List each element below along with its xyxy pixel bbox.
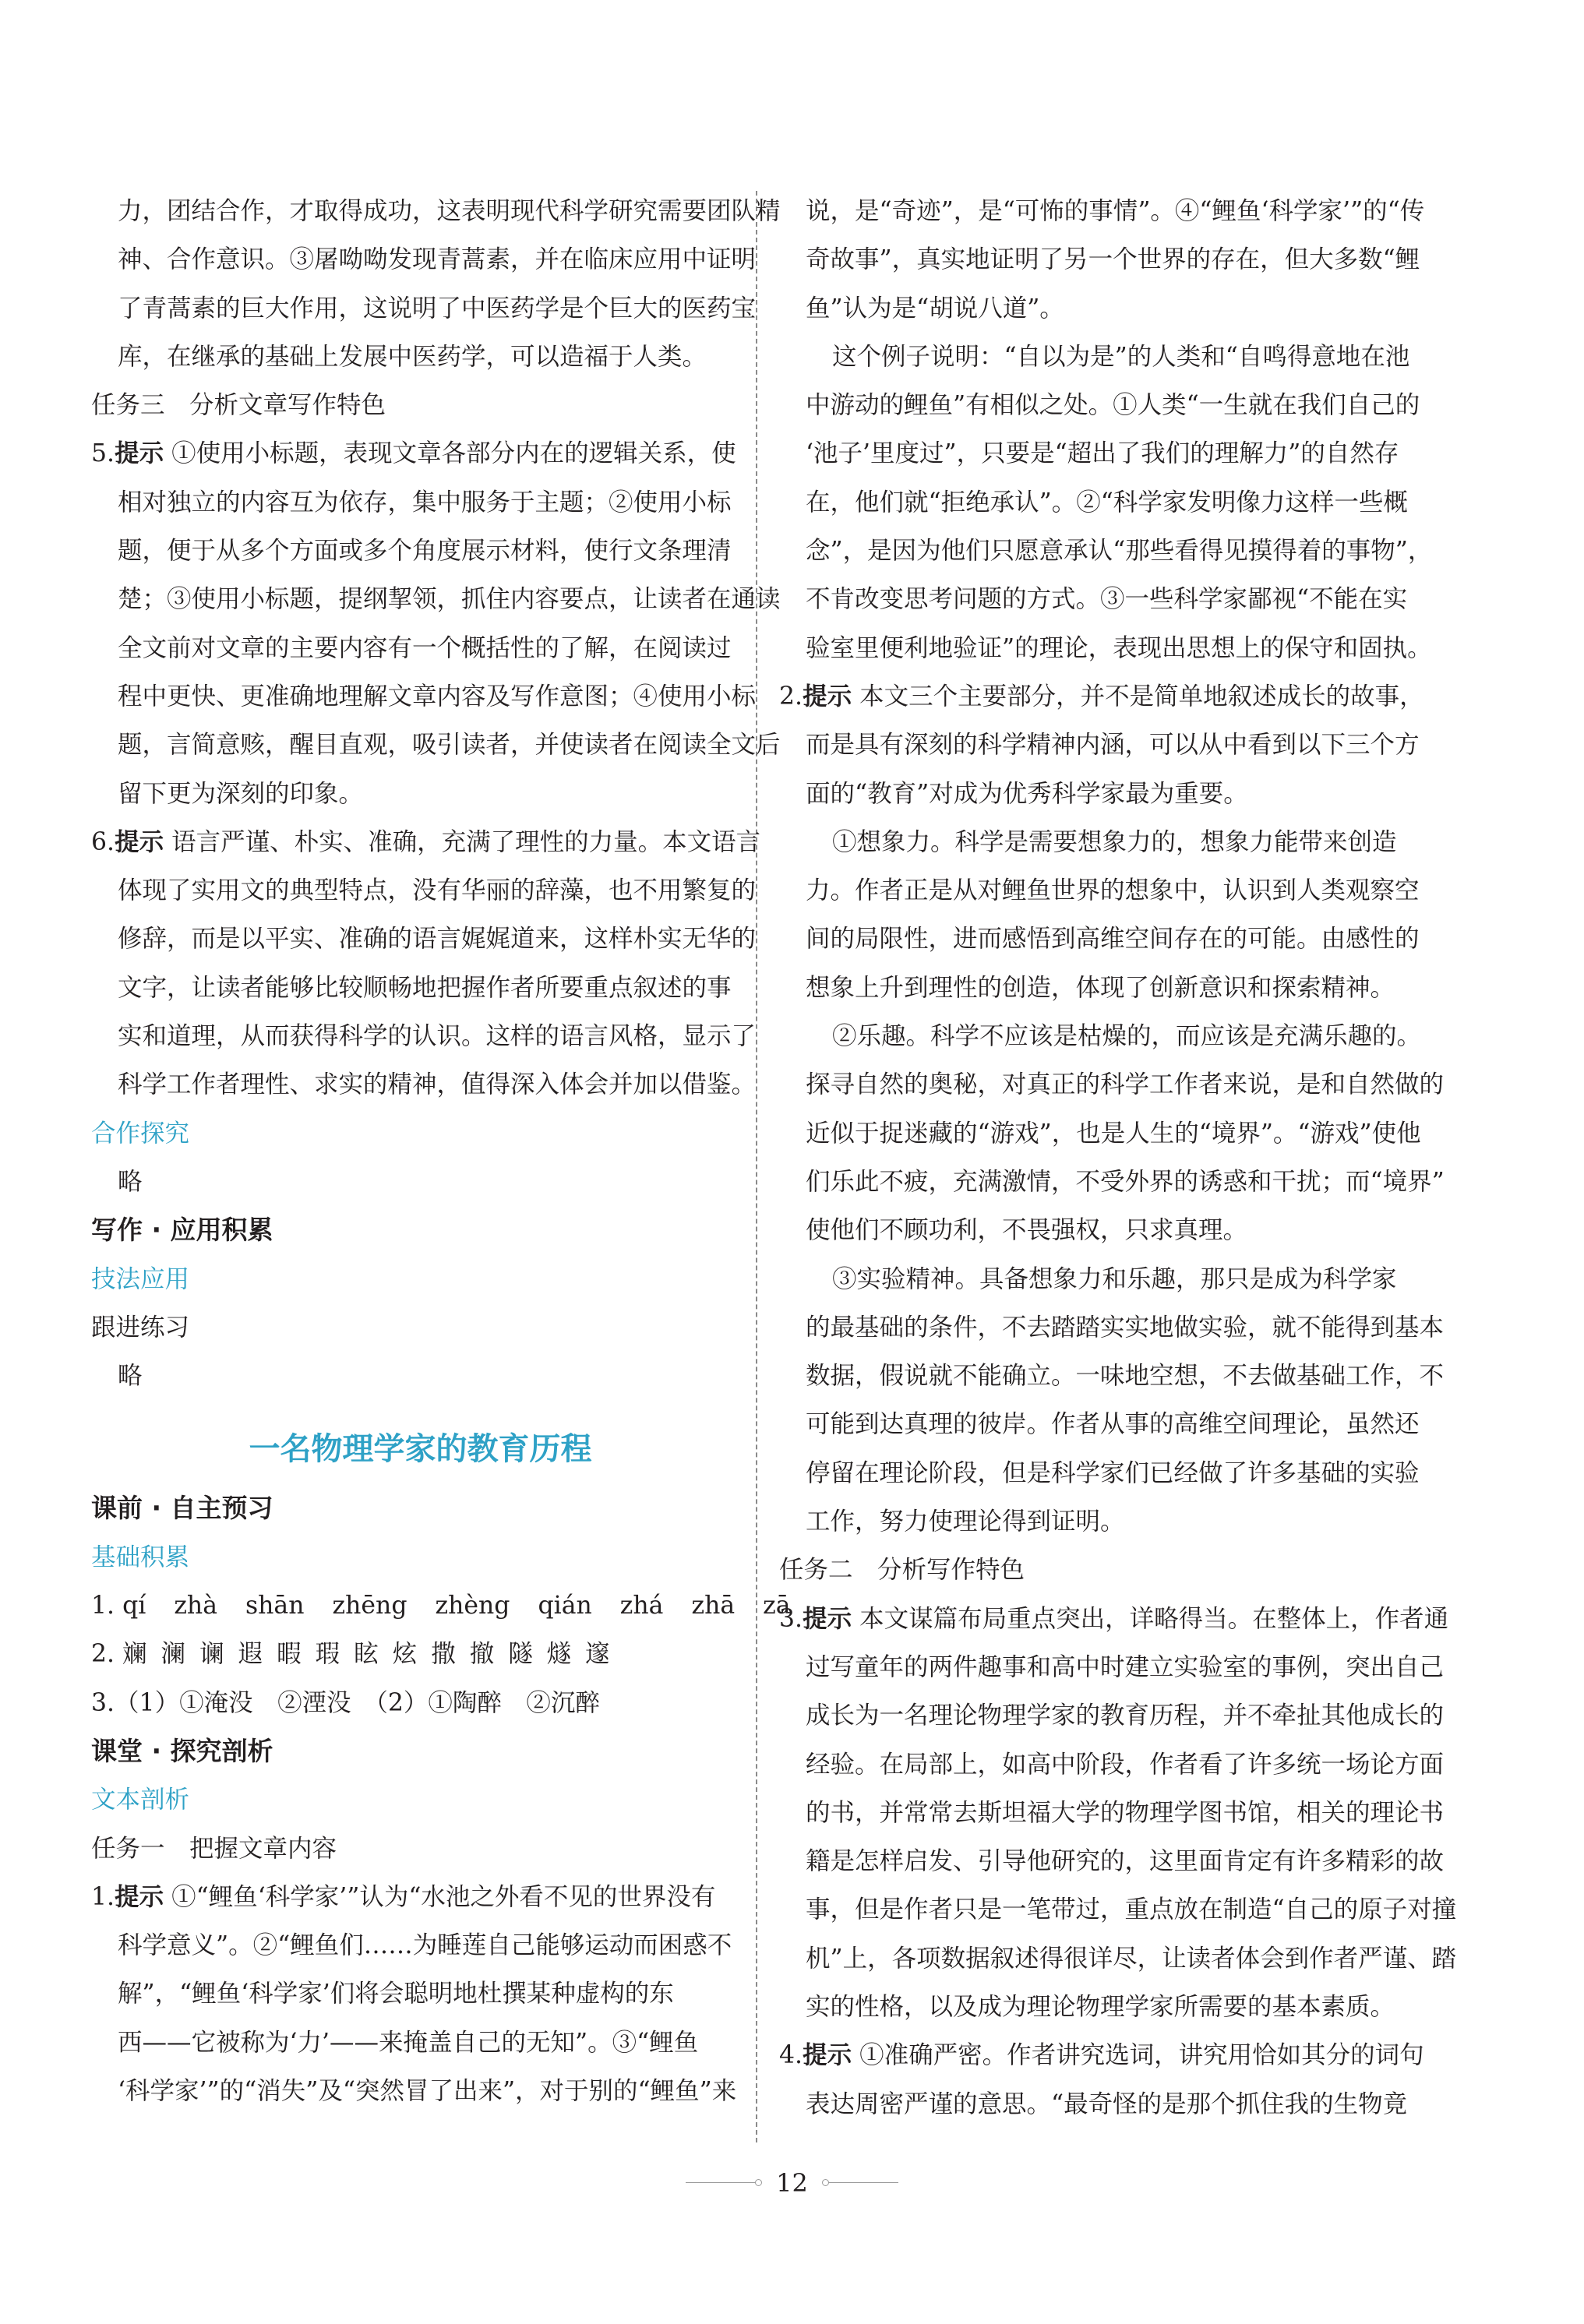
char-item: 暇 xyxy=(277,1640,302,1669)
text-line: 奇故事”，真实地证明了另一个世界的存在，但大多数“鲤 xyxy=(806,245,1420,274)
text-line: 面的“教育”对成为优秀科学家最为重要。 xyxy=(806,779,1248,808)
text-line: 本文谋篇布局重点突出，详略得当。在整体上，作者通 xyxy=(859,1604,1449,1633)
text-line: 科学意义”。②“鲤鱼们……为睡莲自己能够运动而困惑不 xyxy=(118,1931,732,1960)
text-line: 不肯改变思考问题的方式。③一些科学家鄙视“不能在实 xyxy=(806,585,1408,614)
footer-rule-left xyxy=(686,2182,757,2183)
char-item: 遐 xyxy=(238,1640,263,1669)
text-line: 验室里便利地验证”的理论，表现出思想上的保守和固执。 xyxy=(806,633,1432,662)
text-line: 解”，“鲤鱼‘科学家’们将会聪明地杜撰某种虚构的东 xyxy=(118,1980,674,2008)
practice-heading: 跟进练习 xyxy=(91,1313,190,1342)
text-line: 力，团结合作，才取得成功，这表明现代科学研究需要团队精 xyxy=(118,197,781,225)
pinyin-item: qí xyxy=(122,1592,146,1620)
text-line: 过写童年的两件趣事和高中时建立实验室的事例，突出自己 xyxy=(806,1652,1445,1681)
text-line: 间的局限性，进而感悟到高维空间存在的可能。由感性的 xyxy=(806,925,1420,954)
q6-first-line xyxy=(91,818,761,866)
q1-hint-label: 提示 xyxy=(115,1882,164,1911)
text-line: 探寻自然的奥秘，对真正的科学工作者来说，是和自然做的 xyxy=(806,1070,1445,1099)
text-line: 科学工作者理性、求实的精神，值得深入体会并加以借鉴。 xyxy=(118,1070,757,1099)
analysis-heading: 文本剖析 xyxy=(91,1786,190,1814)
text-line: 语言严谨、朴实、准确，充满了理性的力量。本文语言 xyxy=(171,827,761,856)
pinyin-item: qián xyxy=(538,1592,592,1620)
text-line: ‘科学家’”的“消失”及“突然冒了出来”，对于别的“鲤鱼”来 xyxy=(118,2076,737,2105)
classroom-section-heading: 课堂 · 探究剖析 xyxy=(91,1735,273,1766)
text-line: 经验。在局部上，如高中阶段，作者看了许多统一场论方面 xyxy=(806,1750,1445,1779)
text-line: 实和道理，从而获得科学的认识。这样的语言风格，显示了 xyxy=(118,1022,757,1051)
text-line: 文字，让读者能够比较顺畅地把握作者所要重点叙述的事 xyxy=(118,973,732,1002)
char-item: 炫 xyxy=(392,1640,418,1669)
text-line: 停留在理论阶段，但是科学家们已经做了许多基础的实验 xyxy=(806,1458,1420,1487)
text-line: 表达周密严谨的意思。“最奇怪的是那个抓住我的生物竟 xyxy=(806,2089,1408,2118)
text-line: 说，是“奇迹”，是“可怖的事情”。④“鲤鱼‘科学家’”的“传 xyxy=(806,197,1425,225)
q4-hint-label: 提示 xyxy=(803,2041,852,2070)
preview-section-heading: 课前 · 自主预习 xyxy=(91,1493,273,1524)
text-line: ①“鲤鱼‘科学家’”认为“水池之外看不见的世界没有 xyxy=(171,1882,716,1911)
task3-heading: 任务三 分析文章写作特色 xyxy=(91,391,386,420)
text-line: 鱼”认为是“胡说八道”。 xyxy=(806,294,1064,323)
article-title: 一名物理学家的教育历程 xyxy=(249,1430,592,1468)
footer-rule-right xyxy=(827,2182,898,2183)
text-line: 相对独立的内容互为依存，集中服务于主题；②使用小标 xyxy=(118,488,732,517)
text-line: 数据，假说就不能确立。一味地空想，不去做基础工作，不 xyxy=(806,1362,1445,1391)
char-item: 斓 xyxy=(122,1640,147,1669)
char-item: 撒 xyxy=(431,1640,456,1669)
text-line: 体现了实用文的典型特点，没有华丽的辞藻，也不用繁复的 xyxy=(118,876,757,905)
text-line: 在，他们就“拒绝承认”。②“科学家发明像力这样一些概 xyxy=(806,488,1408,517)
text-line: 实的性格，以及成为理论物理学家所需要的基本素质。 xyxy=(806,1992,1395,2021)
item-number: 2. xyxy=(91,1640,115,1669)
omitted-text: 略 xyxy=(118,1362,143,1391)
char-item: 邃 xyxy=(585,1640,610,1669)
text-line: ①想象力。科学是需要想象力的，想象力能带来创造 xyxy=(832,827,1397,856)
pinyin-item: zhèng xyxy=(435,1592,510,1620)
q3-number: 3. xyxy=(779,1604,803,1633)
char-item: 隧 xyxy=(508,1640,533,1669)
pinyin-answer-line xyxy=(91,1582,791,1630)
task1-heading: 任务一 把握文章内容 xyxy=(91,1834,337,1863)
text-line: ①使用小标题，表现文章各部分内在的逻辑关系，使 xyxy=(171,439,736,468)
q2-first-line xyxy=(779,672,1438,721)
q3-first-line xyxy=(779,1595,1449,1643)
q6-number: 6. xyxy=(91,827,115,856)
text-line: ②乐趣。科学不应该是枯燥的，而应该是充满乐趣的。 xyxy=(832,1022,1422,1051)
text-line: 事，但是作者只是一笔带过，重点放在制造“自己的原子对撞 xyxy=(806,1896,1457,1924)
pinyin-item: zhà xyxy=(174,1592,217,1620)
text-line: 修辞，而是以平实、准确的语言娓娓道来，这样朴实无华的 xyxy=(118,925,757,954)
text-line: 库，在继承的基础上发展中医药学，可以造福于人类。 xyxy=(118,342,707,371)
item-number: 1. xyxy=(91,1592,115,1620)
text-line: ‘池子’里度过”，只要是“超出了我们的理解力”的自然存 xyxy=(806,439,1399,468)
left-column xyxy=(91,187,791,2115)
text-line: 可能到达真理的彼岸。作者从事的高维空间理论，虽然还 xyxy=(806,1410,1420,1439)
task2-heading: 任务二 分析写作特色 xyxy=(779,1556,1025,1585)
pinyin-item: zā xyxy=(763,1592,791,1620)
q3-answer-line: 3.（1）①淹没 ②湮没 （2）①陶醉 ②沉醉 xyxy=(91,1688,600,1717)
text-line: 工作，努力使理论得到证明。 xyxy=(806,1508,1125,1536)
text-line: 题，便于从多个方面或多个角度展示材料，使行文条理清 xyxy=(118,537,732,566)
text-line: 的最基础的条件，不去踏踏实实地做实验，就不能得到基本 xyxy=(806,1313,1445,1342)
text-line: ①准确严密。作者讲究选词，讲究用恰如其分的词句 xyxy=(859,2041,1424,2070)
text-line: 近似于捉迷藏的“游戏”，也是人生的“境界”。“游戏”使他 xyxy=(806,1119,1421,1148)
q5-hint-label: 提示 xyxy=(115,439,164,468)
text-line: 的书，并常常去斯坦福大学的物理学图书馆，相关的理论书 xyxy=(806,1798,1445,1827)
chars-answer-line xyxy=(91,1630,750,1678)
right-column xyxy=(779,187,1457,2128)
q2-number: 2. xyxy=(779,682,803,711)
page-footer xyxy=(0,2166,1584,2198)
text-line: 程中更快、更准确地理解文章内容及写作意图；④使用小标 xyxy=(118,682,757,711)
text-line: 念”，是因为他们只愿意承认“那些看得见摸得着的事物”， xyxy=(806,537,1433,566)
char-item: 瑕 xyxy=(315,1640,340,1669)
text-line: 题，言简意赅，醒目直观，吸引读者，并使读者在阅读全文后 xyxy=(118,731,781,760)
char-item: 撤 xyxy=(469,1640,495,1669)
basics-heading: 基础积累 xyxy=(91,1543,190,1571)
text-line: 机”上，各项数据叙述得很详尽，让读者体会到作者严谨、踏 xyxy=(806,1944,1457,1973)
q4-number: 4. xyxy=(779,2041,803,2070)
text-line: 力。作者正是从对鲤鱼世界的想象中，认识到人类观察空 xyxy=(806,876,1420,905)
text-line: 中游动的鲤鱼”有相似之处。①人类“一生就在我们自己的 xyxy=(806,391,1420,420)
text-line: 这个例子说明：“自以为是”的人类和“自鸣得意地在池 xyxy=(832,342,1410,371)
pinyin-item: zhá xyxy=(619,1592,664,1620)
q3-hint-label: 提示 xyxy=(803,1604,852,1633)
char-item: 澜 xyxy=(161,1640,186,1669)
char-item: 燧 xyxy=(546,1640,572,1669)
text-line: 留下更为深刻的印象。 xyxy=(118,779,364,808)
q1-first-line xyxy=(91,1873,750,1921)
text-line: 成长为一名理论物理学家的教育历程，并不牵扯其他成长的 xyxy=(806,1702,1445,1730)
coop-heading: 合作探究 xyxy=(91,1119,190,1148)
q5-number: 5. xyxy=(91,439,115,468)
pinyin-item: shān xyxy=(245,1592,305,1620)
text-line: 全文前对文章的主要内容有一个概括性的了解，在阅读过 xyxy=(118,633,732,662)
column-divider xyxy=(756,191,757,2142)
char-item: 眩 xyxy=(354,1640,379,1669)
char-item: 谰 xyxy=(199,1640,224,1669)
q5-first-line xyxy=(91,429,750,478)
text-line: 而是具有深刻的科学精神内涵，可以从中看到以下三个方 xyxy=(806,731,1420,760)
text-line: ③实验精神。具备想象力和乐趣，那只是成为科学家 xyxy=(832,1264,1397,1293)
pinyin-item: zhēng xyxy=(332,1592,407,1620)
text-line: 使他们不顾功利，不畏强权，只求真理。 xyxy=(806,1216,1248,1245)
q6-hint-label: 提示 xyxy=(115,827,164,856)
page-number: 12 xyxy=(776,2167,808,2198)
text-line: 西——它被称为‘力’——来掩盖自己的无知”。③“鲤鱼 xyxy=(118,2028,699,2057)
q4-first-line xyxy=(779,2031,1438,2079)
q1-number: 1. xyxy=(91,1882,115,1911)
text-line: 神、合作意识。③屠呦呦发现青蒿素，并在临床应用中证明 xyxy=(118,245,757,274)
writing-section-heading: 写作 · 应用积累 xyxy=(91,1215,273,1246)
text-line: 们乐此不疲，充满激情，不受外界的诱惑和干扰；而“境界” xyxy=(806,1167,1445,1196)
technique-heading: 技法应用 xyxy=(91,1264,190,1293)
q2-hint-label: 提示 xyxy=(803,682,852,711)
omitted-text: 略 xyxy=(118,1167,143,1196)
text-line: 本文三个主要部分，并不是简单地叙述成长的故事， xyxy=(859,682,1424,711)
text-line: 想象上升到理性的创造，体现了创新意识和探索精神。 xyxy=(806,973,1395,1002)
text-line: 楚；③使用小标题，提纲挈领，抓住内容要点，让读者在通读 xyxy=(118,585,781,614)
pinyin-item: zhā xyxy=(691,1592,736,1620)
text-line: 了青蒿素的巨大作用，这说明了中医药学是个巨大的医药宝 xyxy=(118,294,757,323)
text-line: 籍是怎样启发、引导他研究的，这里面肯定有许多精彩的故 xyxy=(806,1847,1445,1876)
